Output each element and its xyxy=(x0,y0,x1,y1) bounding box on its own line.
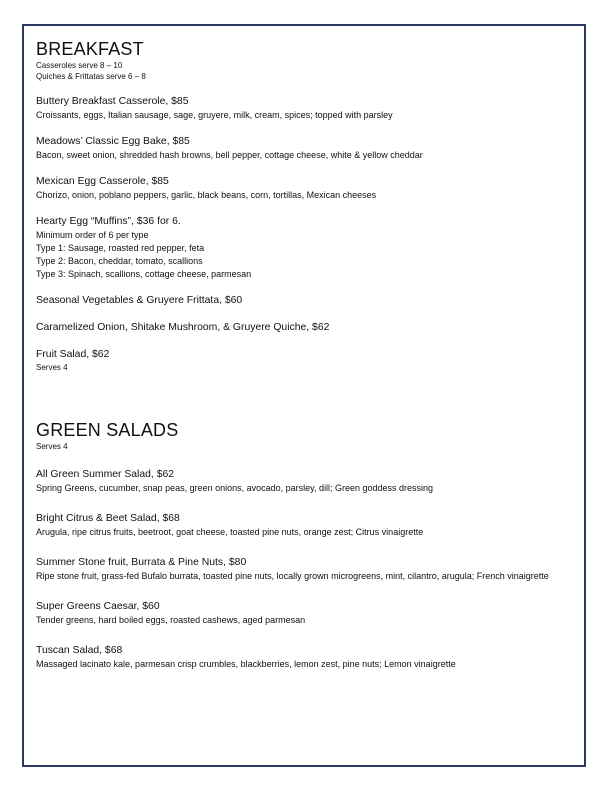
menu-item-description: Type 1: Sausage, roasted red pepper, feta xyxy=(36,243,205,253)
breakfast-note: Casseroles serve 8 – 10 xyxy=(36,61,123,70)
menu-item xyxy=(36,321,566,335)
section-title-breakfast: BREAKFAST xyxy=(36,39,144,59)
menu-item-description: Bacon, sweet onion, shredded hash browns, bell pepper, cottage cheese, white & yellow cheddar xyxy=(36,150,423,160)
menu-item-description: Spring Greens, cucumber, snap peas, green onions, avocado, parsley, dill; Green goddess dressing xyxy=(36,483,434,493)
menu-item-title: Seasonal Vegetables & Gruyere Frittata, $60 xyxy=(36,295,243,306)
menu-item-title: Summer Stone fruit, Burrata & Pine Nuts, $80 xyxy=(36,557,247,568)
menu-item-title: Meadows’ Classic Egg Bake, $85 xyxy=(36,136,190,147)
menu-item-description: Arugula, ripe citrus fruits, beetroot, goat cheese, toasted pine nuts, orange zest; Citrus vinaigrette xyxy=(36,527,424,537)
menu-item xyxy=(36,600,566,627)
menu-item xyxy=(36,644,566,671)
menu-item-title: Mexican Egg Casserole, $85 xyxy=(36,176,169,187)
menu-item xyxy=(36,468,566,495)
section-spacer xyxy=(36,373,566,419)
menu-item-title: Buttery Breakfast Casserole, $85 xyxy=(36,96,189,107)
breakfast-note: Quiches & Frittatas serve 6 – 8 xyxy=(36,72,146,81)
menu-item-description: Type 2: Bacon, cheddar, tomato, scallions xyxy=(36,256,203,266)
green-salads-note: Serves 4 xyxy=(36,442,68,451)
menu-item-title: Super Greens Caesar, $60 xyxy=(36,601,160,612)
green-salads-section xyxy=(36,419,566,671)
menu-item-title: Bright Citrus & Beet Salad, $68 xyxy=(36,513,180,524)
menu-item-title: Caramelized Onion, Shitake Mushroom, & Gruyere Quiche, $62 xyxy=(36,322,330,333)
menu-item xyxy=(36,135,566,162)
menu-item-description: Chorizo, onion, poblano peppers, garlic, black beans, corn, tortillas, Mexican cheeses xyxy=(36,190,377,200)
menu-item-description: Ripe stone fruit, grass-fed Bufalo burrata, toasted pine nuts, locally grown microgreens, mint, cilantro, arugula; French vinaigrette xyxy=(36,571,549,581)
menu-content xyxy=(36,38,566,671)
menu-item xyxy=(36,512,566,539)
section-title-green-salads: GREEN SALADS xyxy=(36,420,179,440)
menu-item-serves: Serves 4 xyxy=(36,363,68,372)
menu-item-description: Minimum order of 6 per type xyxy=(36,230,149,240)
menu-item-description: Massaged lacinato kale, parmesan crisp crumbles, blackberries, lemon zest, pine nuts; Lemon vinaigrette xyxy=(36,659,456,669)
menu-item-title: All Green Summer Salad, $62 xyxy=(36,469,175,480)
menu-item-description: Tender greens, hard boiled eggs, roasted cashews, aged parmesan xyxy=(36,615,306,625)
menu-item-title: Fruit Salad, $62 xyxy=(36,349,110,360)
menu-item xyxy=(36,215,566,281)
menu-item xyxy=(36,175,566,202)
breakfast-section xyxy=(36,38,566,373)
menu-item-description: Type 3: Spinach, scallions, cottage cheese, parmesan xyxy=(36,269,252,279)
menu-item xyxy=(36,556,566,583)
menu-item-title: Hearty Egg “Muffins”, $36 for 6. xyxy=(36,216,181,227)
menu-item xyxy=(36,348,566,373)
menu-item xyxy=(36,95,566,122)
menu-item-title: Tuscan Salad, $68 xyxy=(36,645,123,656)
menu-item-description: Croissants, eggs, Italian sausage, sage, gruyere, milk, cream, spices; topped with parsley xyxy=(36,110,393,120)
menu-item xyxy=(36,294,566,308)
